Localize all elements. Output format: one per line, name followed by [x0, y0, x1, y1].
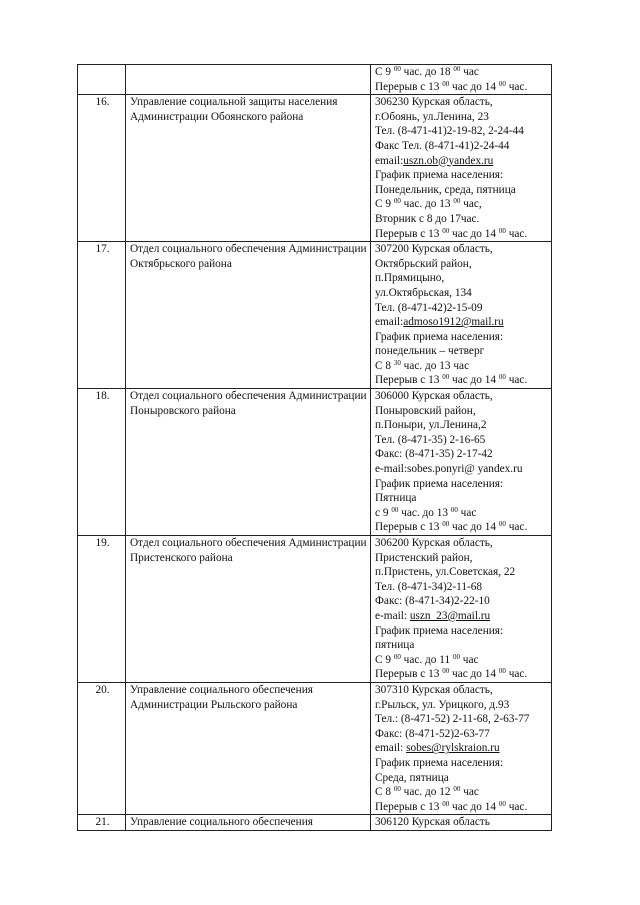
contact-line: [375, 168, 549, 183]
table-row: [78, 682, 552, 814]
time-minutes-superscript: 00: [498, 799, 506, 808]
contact-line: [375, 609, 549, 624]
contact-text: Тел. (8-471-41)2-19-82, 2-24-44: [375, 125, 524, 138]
contact-text: час до 14: [449, 668, 499, 681]
contact-text: час. до 13: [400, 198, 454, 211]
contact-line: [375, 477, 549, 492]
contact-text: час.: [505, 374, 528, 387]
contact-line: [375, 301, 549, 316]
contact-text: email:: [375, 316, 404, 329]
contact-line: [375, 65, 549, 80]
contact-line: [375, 242, 549, 257]
contact-text: п.Пристень, ул.Советская, 22: [375, 566, 516, 579]
contact-text: час. до 12: [400, 786, 454, 799]
contact-text: час: [460, 66, 479, 78]
contact-text: С 8: [375, 786, 394, 799]
time-minutes-superscript: 00: [453, 65, 461, 73]
contact-details-cell: [371, 242, 552, 389]
email-link[interactable]: admoso1912@mail.ru: [403, 316, 504, 329]
contact-text: час.: [505, 80, 528, 93]
contact-text: Понедельник, среда, пятница: [375, 183, 516, 196]
contact-text: email:: [375, 154, 404, 167]
contact-details-cell: [371, 65, 552, 95]
row-number: 20.: [78, 682, 126, 814]
contact-text: час. до 13: [398, 506, 451, 519]
time-minutes-superscript: 00: [453, 197, 461, 206]
contact-line: [375, 344, 549, 359]
contact-line: [375, 373, 549, 388]
organization-cell: [126, 389, 371, 536]
contact-line: [375, 551, 549, 566]
contact-text: п.Поныри, ул.Ленина,2: [375, 419, 487, 432]
contact-line: [375, 727, 549, 742]
contact-line: [375, 667, 549, 682]
organization-name: Управление социальной защиты населения Администрации Обоянского района: [130, 96, 338, 123]
time-minutes-superscript: 00: [393, 652, 401, 661]
organization-cell: [126, 682, 371, 814]
contact-text: п.Прямицыно,: [375, 272, 445, 285]
contact-text: час до 14: [449, 374, 499, 387]
table-row: [78, 815, 552, 831]
contact-text: час,: [460, 198, 482, 211]
contact-line: [375, 815, 549, 830]
contact-text: час до 14: [449, 800, 499, 813]
time-minutes-superscript: 30: [393, 358, 401, 367]
contact-text: час.: [505, 521, 528, 534]
contact-text: Октябрьский район,: [375, 257, 472, 270]
contact-text: час.: [505, 227, 528, 240]
contact-text: Среда, пятница: [375, 771, 449, 784]
contact-text: 306000 Курская область,: [375, 390, 493, 403]
contact-text: 306230 Курская область,: [375, 96, 493, 109]
time-minutes-superscript: 00: [391, 505, 399, 514]
contact-text: час.: [505, 800, 528, 813]
contact-line: [375, 565, 549, 580]
contact-text: час: [457, 506, 477, 519]
contact-line: [375, 330, 549, 345]
contacts-table-body: [78, 65, 552, 831]
contact-line: [375, 404, 549, 419]
contact-line: [375, 95, 549, 110]
contact-text: час до 14: [449, 80, 499, 93]
time-minutes-superscript: 00: [442, 520, 450, 529]
contact-line: [375, 286, 549, 301]
time-minutes-superscript: 00: [393, 65, 401, 73]
contact-text: С 9: [375, 653, 394, 666]
contact-text: час. до 11: [400, 653, 453, 666]
contact-text: 306200 Курская область,: [375, 537, 493, 549]
contact-text: Поныровский район,: [375, 404, 476, 417]
contact-line: [375, 683, 549, 698]
contact-text: С 9: [375, 66, 394, 78]
contact-text: График приема населения:: [375, 756, 504, 769]
contact-line: [375, 741, 549, 756]
contact-line: [375, 359, 549, 374]
contact-line: [375, 756, 549, 771]
contact-text: Факс: (8-471-35) 2-17-42: [375, 448, 493, 461]
contact-line: [375, 462, 549, 477]
contact-line: [375, 698, 549, 713]
contact-line: [375, 771, 549, 786]
time-minutes-superscript: 00: [453, 785, 461, 794]
contact-line: [375, 433, 549, 448]
organization-name: Отдел социального обеспечения Администрации Пристенского района: [130, 537, 367, 564]
contact-line: [375, 653, 549, 668]
contact-text: час. до 13 час: [400, 359, 470, 372]
contact-text: Тел. (8-471-34)2-11-68: [375, 580, 483, 593]
contact-text: с 9: [375, 506, 392, 519]
contact-line: [375, 800, 549, 815]
row-number: 18.: [78, 389, 126, 536]
row-number: 16.: [78, 95, 126, 242]
time-minutes-superscript: 00: [498, 79, 506, 88]
contact-line: [375, 197, 549, 212]
contact-line: [375, 257, 549, 272]
contact-text: час: [460, 786, 479, 799]
contact-text: График приема населения:: [375, 330, 504, 343]
contact-text: Пятница: [375, 492, 417, 505]
contact-text: г.Обоянь, ул.Ленина, 23: [375, 110, 489, 123]
time-minutes-superscript: 00: [498, 226, 506, 235]
row-number: 21.: [78, 815, 126, 831]
contact-line: [375, 139, 549, 154]
email-link[interactable]: uszn.ob@yandex.ru: [403, 154, 494, 167]
contact-text: Тел. (8-471-42)2-15-09: [375, 301, 483, 314]
contact-details-cell: [371, 389, 552, 536]
contact-text: Перерыв с 13: [375, 521, 443, 534]
contact-text: 306120 Курская область: [375, 816, 490, 829]
organization-name: Отдел социального обеспечения Администрации Октябрьского района: [130, 243, 367, 270]
contact-line: [375, 315, 549, 330]
contact-text: Перерыв с 13: [375, 668, 443, 681]
contact-text: час до 14: [449, 227, 499, 240]
table-row: [78, 65, 552, 95]
contact-text: Перерыв с 13: [375, 800, 443, 813]
contact-line: [375, 785, 549, 800]
contact-text: График приема населения:: [375, 169, 504, 182]
contact-line: [375, 389, 549, 404]
contact-line: [375, 154, 549, 169]
contact-text: час. до 18: [400, 66, 454, 78]
time-minutes-superscript: 00: [442, 667, 450, 676]
time-minutes-superscript: 00: [450, 505, 458, 514]
contact-details-cell: [371, 536, 552, 683]
email-link[interactable]: uszn_23@mail.ru: [409, 609, 491, 622]
contact-text: Перерыв с 13: [375, 80, 443, 93]
time-minutes-superscript: 00: [442, 373, 450, 382]
organization-name: Управление социального обеспечения: [130, 816, 313, 829]
contact-text: Перерыв с 13: [375, 227, 443, 240]
table-row: [78, 389, 552, 536]
contact-line: [375, 418, 549, 433]
contact-line: [375, 624, 549, 639]
contact-details-cell: [371, 95, 552, 242]
row-number: [78, 65, 126, 95]
contact-text: 307200 Курская область,: [375, 243, 493, 256]
contact-text: пятница: [375, 639, 415, 652]
time-minutes-superscript: 00: [442, 799, 450, 808]
contact-line: [375, 536, 549, 551]
time-minutes-superscript: 00: [393, 785, 401, 794]
contact-text: e-mail:sobes.ponyri@ yandex.ru: [375, 463, 523, 476]
contact-line: [375, 638, 549, 653]
contact-text: e-mail:: [375, 609, 410, 622]
contact-text: Тел.: (8-471-52) 2-11-68, 2-63-77: [375, 713, 530, 726]
contact-line: [375, 506, 549, 521]
contact-line: [375, 580, 549, 595]
contact-line: [375, 124, 549, 139]
time-minutes-superscript: 00: [498, 373, 506, 382]
contact-text: 307310 Курская область,: [375, 683, 493, 696]
organization-name: Отдел социального обеспечения Администрации Поныровского района: [130, 390, 367, 417]
organization-cell: [126, 242, 371, 389]
contact-text: Вторник с 8 до 17час.: [375, 212, 480, 225]
row-number: 19.: [78, 536, 126, 683]
contact-details-cell: [371, 815, 552, 831]
time-minutes-superscript: 00: [393, 197, 401, 206]
organization-cell: [126, 65, 371, 95]
contact-text: час: [459, 653, 479, 666]
contact-line: [375, 447, 549, 462]
organization-name: Управление социального обеспечения Администрации Рыльского района: [130, 683, 313, 711]
contact-line: [375, 183, 549, 198]
contact-text: понедельник – четверг: [375, 345, 485, 358]
contact-line: [375, 491, 549, 506]
contact-text: С 8: [375, 359, 394, 372]
contact-line: [375, 594, 549, 609]
contact-text: С 9: [375, 198, 394, 211]
contact-text: час до 14: [449, 521, 499, 534]
time-minutes-superscript: 00: [498, 520, 506, 529]
contact-details-cell: [371, 682, 552, 814]
contact-text: Факс Тел. (8-471-41)2-24-44: [375, 139, 510, 152]
table-row: [78, 242, 552, 389]
contact-text: График приема населения:: [375, 624, 504, 637]
organization-cell: [126, 536, 371, 683]
contact-text: Пристенский район,: [375, 551, 473, 564]
time-minutes-superscript: 00: [442, 226, 450, 235]
contacts-table: [77, 64, 552, 831]
contact-text: График приема населения:: [375, 477, 504, 490]
contact-line: [375, 80, 549, 95]
time-minutes-superscript: 00: [442, 79, 450, 88]
contact-text: Перерыв с 13: [375, 374, 443, 387]
contact-text: Факс: (8-471-34)2-22-10: [375, 595, 490, 608]
contact-line: [375, 110, 549, 125]
contact-text: Факс: (8-471-52)2-63-77: [375, 727, 490, 740]
row-number: 17.: [78, 242, 126, 389]
contact-line: [375, 520, 549, 535]
contact-line: [375, 712, 549, 727]
table-row: [78, 95, 552, 242]
contact-text: г.Рыльск, ул. Урицкого, д.93: [375, 698, 510, 711]
contact-text: час.: [505, 668, 528, 681]
contact-line: [375, 271, 549, 286]
contact-line: [375, 212, 549, 227]
contact-text: ул.Октябрьская, 134: [375, 286, 472, 299]
table-row: [78, 536, 552, 683]
contact-text: Тел. (8-471-35) 2-16-65: [375, 433, 486, 446]
organization-cell: [126, 95, 371, 242]
time-minutes-superscript: 00: [498, 667, 506, 676]
contact-line: [375, 227, 549, 242]
time-minutes-superscript: 00: [452, 652, 460, 661]
email-link[interactable]: sobes@rylskraion.ru: [406, 742, 500, 755]
organization-cell: [126, 815, 371, 831]
contact-text: email:: [375, 742, 407, 755]
